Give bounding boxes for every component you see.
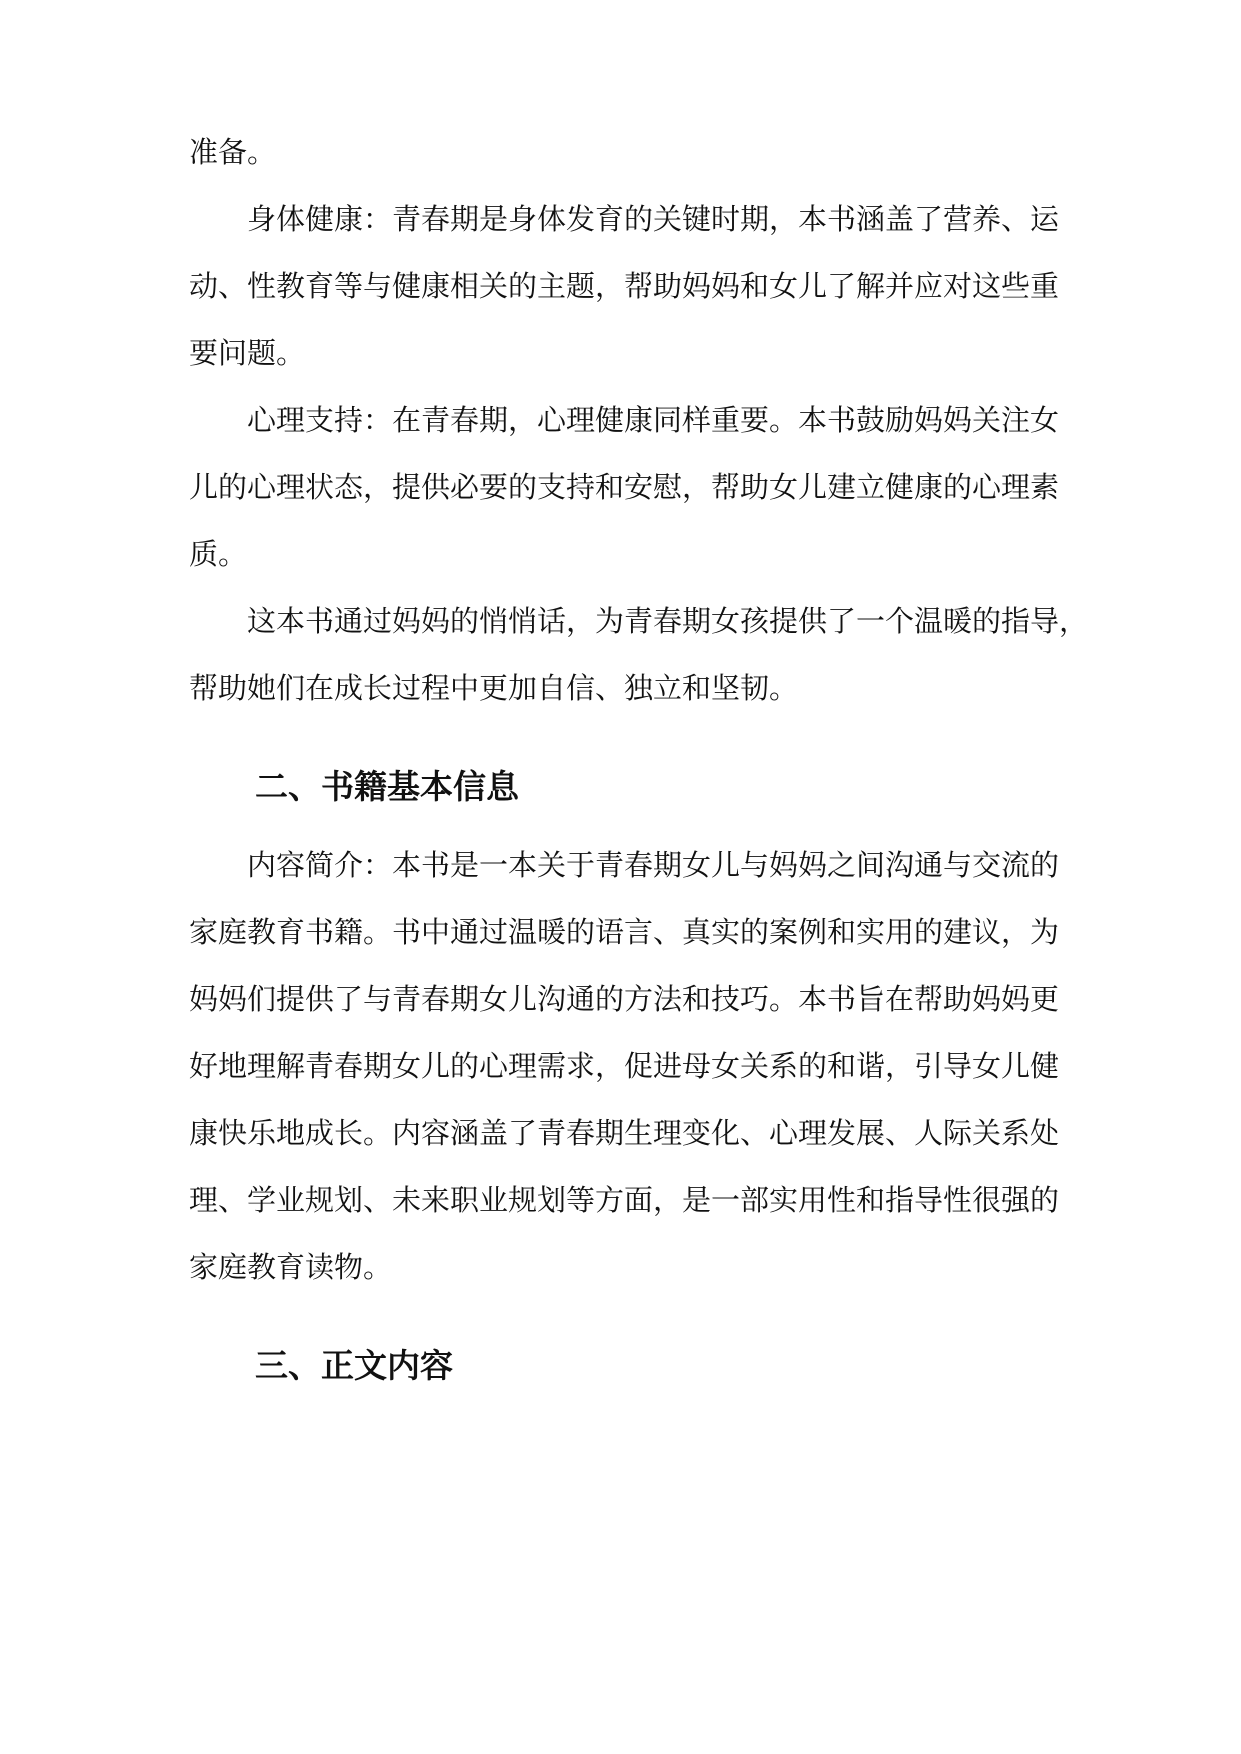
paragraph-line: 家庭教育书籍。书中通过温暖的语言、真实的案例和实用的建议，为 [189, 915, 1060, 949]
paragraph-line: 这本书通过妈妈的悄悄话，为青春期女孩提供了一个温暖的指导， [247, 604, 1089, 638]
paragraph-line: 好地理解青春期女儿的心理需求，促进母女关系的和谐，引导女儿健 [189, 1049, 1060, 1083]
section-heading: 三、正文内容 [255, 1346, 453, 1385]
paragraph-line: 帮助她们在成长过程中更加自信、独立和坚韧。 [189, 671, 799, 705]
section-heading: 二、书籍基本信息 [255, 767, 519, 806]
paragraph-line: 质。 [189, 537, 248, 571]
paragraph-line: 准备。 [189, 135, 277, 169]
paragraph-line: 内容简介：本书是一本关于青春期女儿与妈妈之间沟通与交流的 [247, 848, 1060, 882]
paragraph-line: 身体健康：青春期是身体发育的关键时期，本书涵盖了营养、运 [247, 202, 1060, 236]
paragraph-line: 儿的心理状态，提供必要的支持和安慰，帮助女儿建立健康的心理素 [189, 470, 1060, 504]
paragraph-line: 理、学业规划、未来职业规划等方面，是一部实用性和指导性很强的 [189, 1183, 1060, 1217]
paragraph-line: 要问题。 [189, 336, 306, 370]
paragraph-line: 家庭教育读物。 [189, 1250, 393, 1284]
paragraph-line: 动、性教育等与健康相关的主题，帮助妈妈和女儿了解并应对这些重 [189, 269, 1060, 303]
paragraph-line: 妈妈们提供了与青春期女儿沟通的方法和技巧。本书旨在帮助妈妈更 [189, 982, 1060, 1016]
paragraph-line: 康快乐地成长。内容涵盖了青春期生理变化、心理发展、人际关系处 [189, 1116, 1060, 1150]
paragraph-line: 心理支持：在青春期，心理健康同样重要。本书鼓励妈妈关注女 [247, 403, 1060, 437]
